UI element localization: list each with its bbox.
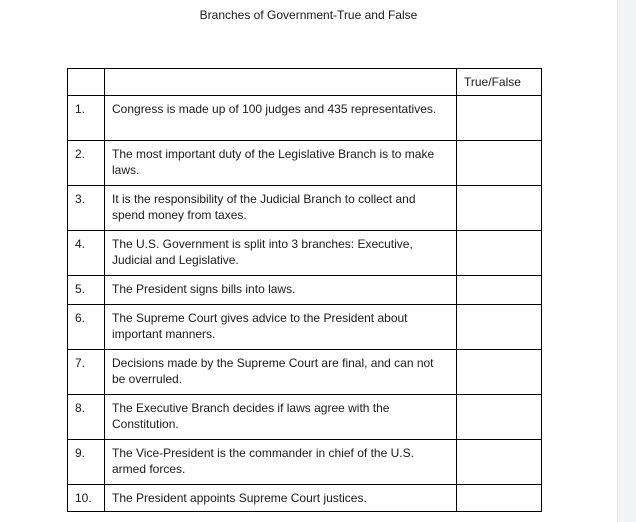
question-number: 2. xyxy=(68,141,105,186)
table-row xyxy=(68,186,542,231)
question-number: 3. xyxy=(68,186,105,231)
true-false-table xyxy=(67,68,542,512)
question-statement: The U.S. Government is split into 3 branches: Executive, Judicial and Legislative. xyxy=(105,231,457,276)
answer-cell[interactable] xyxy=(457,485,542,512)
question-statement: The Executive Branch decides if laws agree with the Constitution. xyxy=(105,395,457,440)
question-number: 8. xyxy=(68,395,105,440)
question-statement: Congress is made up of 100 judges and 435 representatives. xyxy=(105,96,457,141)
table-row xyxy=(68,96,542,141)
answer-cell[interactable] xyxy=(457,395,542,440)
question-number: 7. xyxy=(68,350,105,395)
question-statement: The President appoints Supreme Court justices. xyxy=(105,485,457,512)
question-statement: The President signs bills into laws. xyxy=(105,276,457,305)
table-row xyxy=(68,231,542,276)
answer-cell[interactable] xyxy=(457,305,542,350)
question-statement: It is the responsibility of the Judicial Branch to collect and spend money from taxes. xyxy=(105,186,457,231)
table-row xyxy=(68,305,542,350)
table-header-row xyxy=(68,69,542,96)
header-answer-cell: True/False xyxy=(457,69,542,96)
table-row xyxy=(68,276,542,305)
answer-cell[interactable] xyxy=(457,231,542,276)
question-statement: The Vice-President is the commander in chief of the U.S. armed forces. xyxy=(105,440,457,485)
question-statement: The most important duty of the Legislative Branch is to make laws. xyxy=(105,141,457,186)
table-row xyxy=(68,350,542,395)
question-statement: The Supreme Court gives advice to the President about important manners. xyxy=(105,305,457,350)
table-row xyxy=(68,141,542,186)
document-title: Branches of Government-True and False xyxy=(199,8,418,22)
question-number: 5. xyxy=(68,276,105,305)
answer-cell[interactable] xyxy=(457,186,542,231)
question-statement: Decisions made by the Supreme Court are final, and can not be overruled. xyxy=(105,350,457,395)
app-background xyxy=(617,0,636,522)
answer-cell[interactable] xyxy=(457,350,542,395)
header-statement-cell xyxy=(105,69,457,96)
question-number: 4. xyxy=(68,231,105,276)
answer-cell[interactable] xyxy=(457,276,542,305)
question-number: 9. xyxy=(68,440,105,485)
header-number-cell xyxy=(68,69,105,96)
answer-cell[interactable] xyxy=(457,96,542,141)
table-row xyxy=(68,440,542,485)
question-number: 1. xyxy=(68,96,105,141)
question-number: 6. xyxy=(68,305,105,350)
answer-cell[interactable] xyxy=(457,141,542,186)
question-number: 10. xyxy=(68,485,105,512)
answer-cell[interactable] xyxy=(457,440,542,485)
table-row xyxy=(68,395,542,440)
table-row xyxy=(68,485,542,512)
